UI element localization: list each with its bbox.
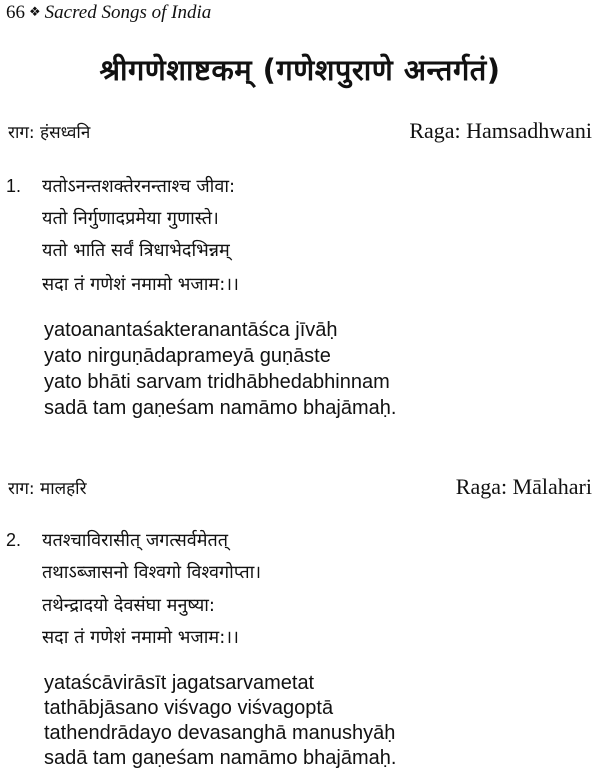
transliteration-line: tathābjāsano viśvago viśvagoptā (44, 697, 334, 719)
transliteration-line: tathendrādayo devasanghā manushyāḥ (44, 722, 396, 744)
raga-devanagari: राग: मालहरि (8, 479, 87, 499)
separator-ornament: ❖ (29, 4, 41, 19)
devanagari-line: यतो भाति सर्वं त्रिधाभेदभिन्नम् (42, 240, 230, 261)
raga-devanagari: राग: हंसध्वनि (8, 123, 91, 143)
devanagari-line: तथाऽब्जासनो विश्वगो विश्वगोप्ता। (42, 562, 262, 583)
running-head (6, 2, 211, 24)
verse-number: 1. (6, 176, 22, 196)
transliteration-line: yatoanantaśakteranantāśca jīvāḥ (44, 319, 338, 341)
transliteration-line: sadā tam gaṇeśam namāmo bhajāmaḥ. (44, 747, 397, 769)
devanagari-line: यतश्चाविरासीत् जगत्सर्वमेतत् (42, 530, 229, 551)
page-number: 66 (6, 2, 25, 23)
verse-number: 2. (6, 530, 22, 550)
raga-row-1 (8, 118, 592, 148)
raga-row-2 (8, 474, 592, 504)
devanagari-line: यतोऽनन्तशक्तेरनन्ताश्च जीवा: (42, 176, 236, 197)
book-title: Sacred Songs of India (44, 2, 212, 23)
raga-english: Raga: Mālahari (455, 474, 592, 499)
devanagari-line: सदा तं गणेशं नमामो भजाम:।। (42, 627, 239, 648)
transliteration-line: yataścāvirāsīt jagatsarvametat (44, 672, 315, 694)
devanagari-line: तथेन्द्रादयो देवसंघा मनुष्या: (42, 595, 215, 616)
transliteration-line: sadā tam gaṇeśam namāmo bhajāmaḥ. (44, 397, 397, 419)
page-title: श्रीगणेशाष्टकम् (गणेशपुराणे अन्तर्गतं) (99, 53, 501, 87)
raga-english: Raga: Hamsadhwani (409, 118, 592, 143)
devanagari-line: सदा तं गणेशं नमामो भजाम:।। (42, 274, 239, 295)
transliteration-line: yato bhāti sarvam tridhābhedabhinnam (44, 371, 390, 393)
devanagari-line: यतो निर्गुणादप्रमेया गुणास्ते। (42, 208, 219, 229)
transliteration-line: yato nirguṇādaprameyā guṇāste (44, 345, 331, 367)
